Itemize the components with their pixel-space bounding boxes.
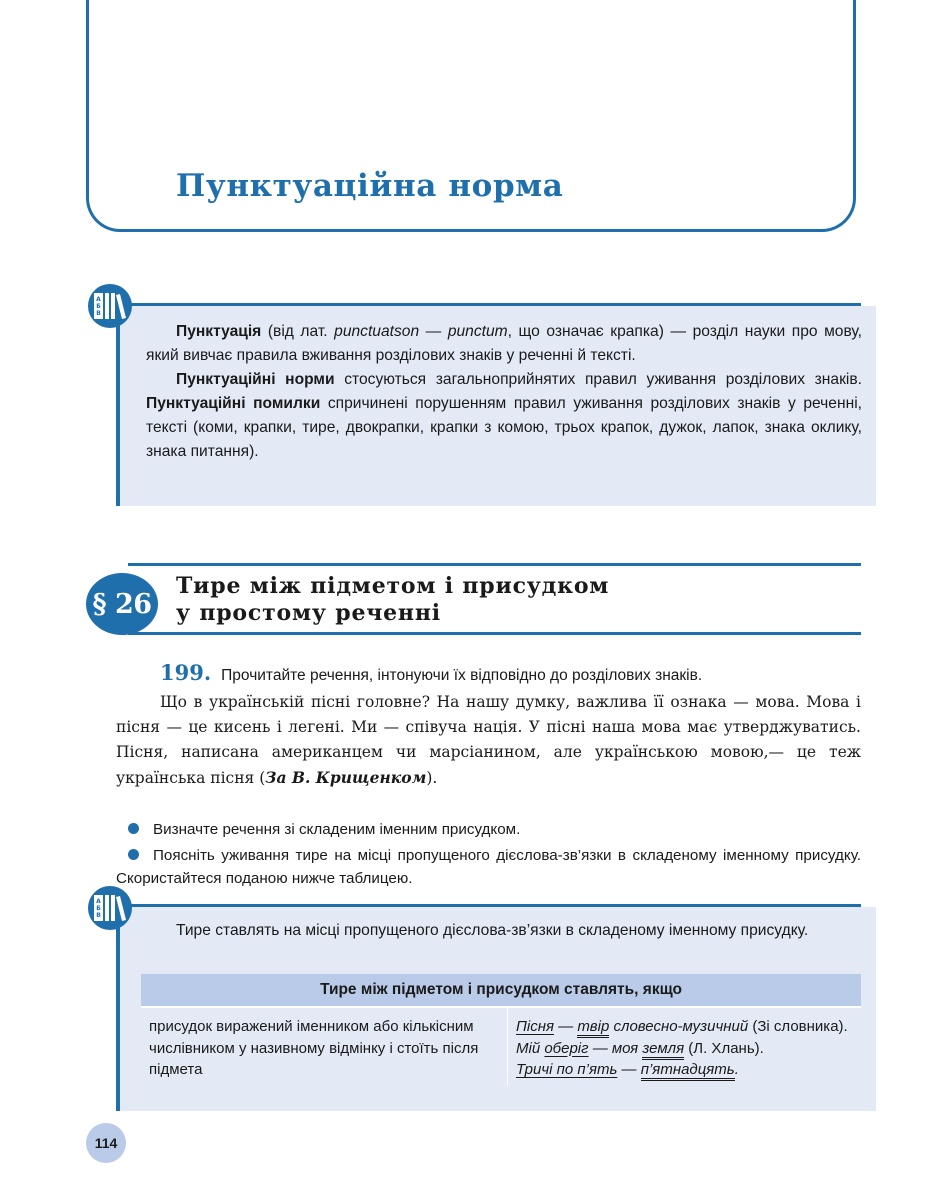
exercise-text-end: ). bbox=[426, 769, 438, 787]
svg-text:В: В bbox=[96, 912, 101, 919]
svg-text:В: В bbox=[96, 310, 101, 317]
rule-text: Тире ставлять на місці пропущеного дієслова-зв’язки в складеному іменному присудку. bbox=[176, 922, 809, 939]
example-source: (Зі словника). bbox=[748, 1018, 848, 1035]
example-subject: оберіг bbox=[544, 1039, 589, 1057]
term-norms: Пунктуаційні норми bbox=[176, 371, 335, 388]
dash: — bbox=[553, 1018, 578, 1035]
exercise-author: За В. Крищенком bbox=[265, 768, 427, 787]
example-predicate: п’ятнадцять bbox=[641, 1061, 735, 1081]
dash: — bbox=[419, 323, 448, 340]
text-span: стосуються загальноприйнятих правил уживання розділових знаків. bbox=[334, 371, 862, 388]
rule-condition: присудок виражений іменником або кількісним числівником у називному відмінку і стоїть після підмета bbox=[141, 1007, 508, 1085]
svg-text:Б: Б bbox=[96, 905, 101, 912]
example-pre: Мій bbox=[516, 1039, 545, 1057]
exercise-tasks bbox=[116, 818, 861, 893]
chapter-title: Пунктуаційна норма bbox=[176, 168, 564, 204]
latin-word: punctuatson bbox=[334, 323, 420, 340]
exercise-number: 199. bbox=[160, 660, 212, 685]
section-title bbox=[176, 573, 609, 627]
rule-text-wrap bbox=[146, 919, 862, 943]
task-item bbox=[116, 844, 861, 890]
definition-paragraph-1 bbox=[146, 320, 862, 368]
exercise-text-main: Що в українській пісні головне? На нашу думку, важлива її ознака — мова. Мова і пісня — це кисень і легені. Ми — співуча нація. У пісні наша мова має утверджуватись. Пісня, написана американцем чи марсіанином, але українською мовою,— це теж українська пісня ( bbox=[116, 693, 861, 787]
page-number: 114 bbox=[86, 1123, 126, 1163]
rule-examples bbox=[508, 1007, 862, 1085]
section-number-badge: § 26 bbox=[86, 573, 158, 635]
example-3 bbox=[516, 1059, 853, 1081]
term-punctuation: Пунктуація bbox=[176, 323, 262, 340]
example-mid: — моя bbox=[588, 1039, 643, 1057]
latin-word: punctum bbox=[447, 323, 508, 340]
definition-paragraph-2 bbox=[146, 368, 862, 464]
task-text: Поясніть уживання тире на місці пропущеного дієслова-зв’язки в складеному іменному присудку. Скористайтеся поданою нижче таблицею. bbox=[116, 847, 861, 887]
rule-table-header: Тире між підметом і присудком ставлять, якщо bbox=[141, 974, 861, 1007]
text-span: (від лат. bbox=[261, 323, 335, 340]
svg-text:А: А bbox=[96, 898, 101, 905]
section-title-line-2: у простому реченні bbox=[176, 600, 441, 626]
section-top-rule bbox=[128, 563, 861, 566]
term-errors: Пунктуаційні помилки bbox=[146, 395, 321, 412]
dash: — bbox=[617, 1061, 641, 1078]
exercise-header bbox=[116, 660, 861, 685]
svg-text:Б: Б bbox=[96, 303, 101, 310]
rule-table bbox=[141, 974, 861, 1085]
table-row bbox=[141, 1007, 861, 1085]
book-icon bbox=[88, 284, 132, 328]
example-rest: словесно-музичний bbox=[609, 1018, 749, 1035]
example-source: (Л. Хлань). bbox=[684, 1039, 764, 1057]
book-icon bbox=[88, 886, 132, 930]
example-2 bbox=[516, 1038, 853, 1060]
exercise-instruction: Прочитайте речення, інтонуючи їх відповідно до розділових знаків. bbox=[221, 667, 703, 684]
definition-text bbox=[146, 320, 862, 464]
example-1 bbox=[516, 1016, 853, 1038]
definition-box bbox=[116, 306, 876, 506]
task-text: Визначте речення зі складеним іменним присудком. bbox=[153, 821, 521, 838]
example-subject: Пісня bbox=[516, 1018, 554, 1035]
section-title-line-1: Тире між підметом і присудком bbox=[176, 573, 610, 599]
example-predicate: земля bbox=[642, 1040, 684, 1060]
text-span: , що означає крапка) — розділ науки про мову, який вивчає правила вживання розділових знаків у реченні й тексті. bbox=[146, 323, 862, 364]
text-span: спричинені порушенням правил уживання розділових знаків у реченні, тексті (коми, крапки, тире, двокрапки, крапки з комою, трьох крапок, дужок, лапок, знака оклику, знака питання). bbox=[146, 395, 862, 460]
bullet-icon bbox=[128, 823, 139, 834]
example-end: . bbox=[734, 1061, 739, 1078]
example-predicate: твір bbox=[577, 1018, 609, 1038]
exercise-text bbox=[116, 690, 861, 791]
example-subject: Тричі по п’ять bbox=[516, 1061, 618, 1078]
task-item bbox=[116, 818, 861, 841]
svg-text:А: А bbox=[96, 296, 101, 303]
section-bottom-rule bbox=[128, 632, 861, 635]
bullet-icon bbox=[128, 849, 139, 860]
